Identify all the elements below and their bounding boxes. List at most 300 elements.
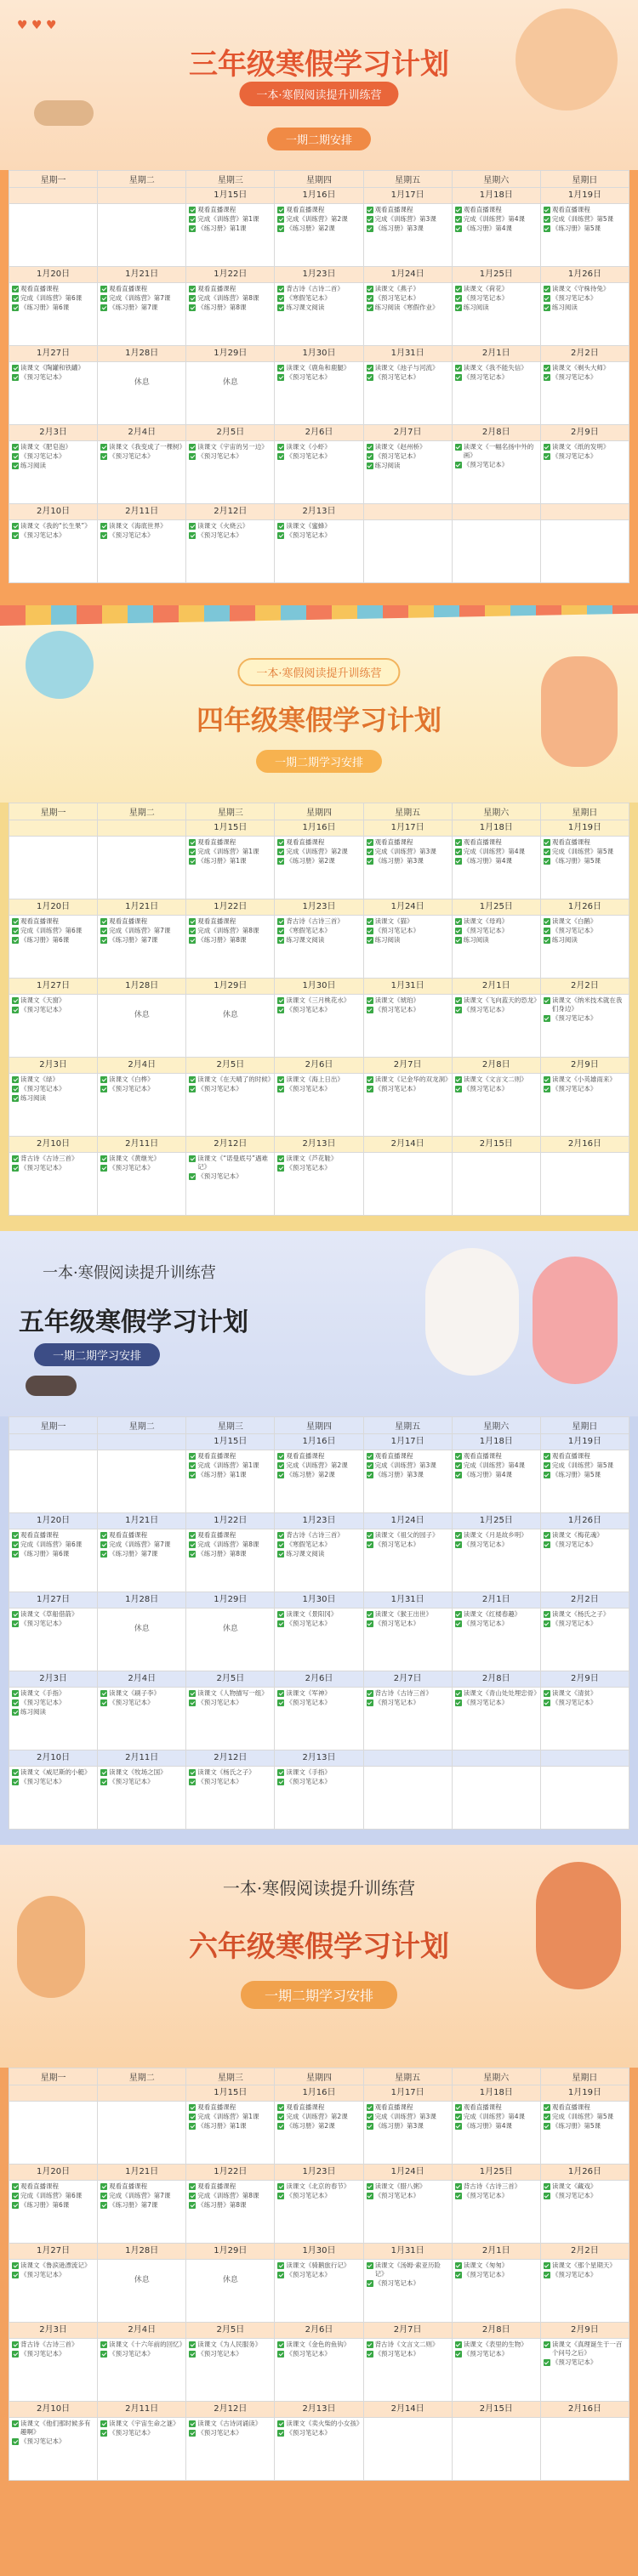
checkbox-icon	[277, 1453, 284, 1460]
task-text: 背古诗《古诗三首》	[20, 2341, 78, 2348]
balloons-illustration	[26, 631, 94, 699]
weekday-header: 星期二	[98, 803, 186, 820]
checkbox-icon	[277, 1165, 284, 1172]
checkbox-icon	[367, 1086, 373, 1092]
task-text: 读课文《火烧云》	[197, 522, 249, 530]
day-cell	[9, 1609, 98, 1671]
task-item	[455, 443, 538, 460]
task-item	[544, 1075, 626, 1084]
task-text: 读课文《十六年前的回忆》	[109, 2341, 186, 2348]
checkbox-icon	[12, 1709, 19, 1716]
task-text: 观看直播课程	[286, 2103, 325, 2111]
task-text: 《练习册》第8课	[197, 2201, 247, 2209]
day-cell	[452, 362, 540, 425]
day-cell	[186, 2102, 275, 2165]
date-label: 1月19日	[567, 823, 601, 832]
date-label: 2月1日	[481, 1595, 510, 1604]
day-cell	[275, 837, 363, 899]
cat-illustration	[34, 100, 94, 126]
task-text: 《练习册》第7课	[109, 2201, 158, 2209]
date-label: 2月13日	[302, 1753, 336, 1762]
task-text: 观看直播课程	[551, 838, 590, 846]
task-text: 读课文《池子与河流》	[374, 364, 439, 372]
task-text: 完成《训练营》第1课	[197, 1461, 259, 1469]
task-item	[12, 2341, 94, 2349]
task-text: 背古诗《古诗三首》	[20, 1155, 78, 1162]
date-label: 2月14日	[390, 2404, 424, 2414]
checkbox-icon	[277, 1699, 284, 1706]
checkbox-icon	[277, 2341, 284, 2348]
task-text: 练习阅读	[20, 1708, 46, 1716]
checkbox-icon	[189, 848, 196, 855]
checkbox-icon	[455, 1541, 462, 1548]
checkbox-icon	[455, 1690, 462, 1697]
task-item	[277, 2341, 360, 2349]
date-label: 1月27日	[37, 981, 71, 990]
task-item	[277, 927, 360, 935]
task-item	[544, 1699, 626, 1707]
task-item	[100, 917, 183, 926]
checkbox-icon	[100, 2430, 107, 2437]
task-item	[455, 857, 538, 865]
task-item	[12, 1550, 94, 1558]
grade5-title: 五年级寒假学习计划	[19, 1308, 248, 1337]
task-item	[544, 1471, 626, 1479]
task-text: 练习阅读	[463, 936, 489, 944]
task-item	[544, 1620, 626, 1628]
checkbox-icon	[100, 1165, 107, 1172]
task-text: 《寒假笔记本》	[286, 927, 331, 934]
grade3-subtitle: 一本·寒假阅读提升训练营	[239, 82, 398, 106]
day-cell	[452, 2102, 540, 2165]
task-item	[12, 2420, 94, 2437]
date-label	[453, 1750, 540, 1766]
grade6-header	[0, 1845, 638, 2068]
task-item	[455, 1461, 538, 1470]
checkbox-icon	[100, 453, 107, 460]
checkbox-icon	[367, 225, 373, 232]
day-cell	[452, 1529, 540, 1592]
day-cell	[363, 2102, 452, 2165]
date-label: 1月18日	[479, 823, 513, 832]
checkbox-icon	[12, 1699, 19, 1706]
day-cell	[98, 1688, 186, 1750]
task-text: 《练习册》第5课	[551, 1471, 601, 1478]
task-text: 完成《训练营》第5课	[551, 1461, 614, 1469]
day-cell	[98, 916, 186, 979]
checkbox-icon	[455, 1532, 462, 1539]
weekday-header: 星期四	[275, 171, 363, 188]
checkbox-icon	[12, 1532, 19, 1539]
day-cell	[540, 1767, 629, 1830]
checkbox-icon	[544, 928, 550, 934]
task-item	[367, 1699, 449, 1707]
task-item	[367, 1620, 449, 1628]
task-item	[455, 1085, 538, 1093]
date-label: 1月18日	[479, 2088, 513, 2097]
date-label: 2月2日	[571, 1595, 599, 1604]
checkbox-icon	[277, 216, 284, 223]
day-cell	[275, 1450, 363, 1513]
checkbox-icon	[100, 1551, 107, 1558]
checkbox-icon	[12, 2420, 19, 2427]
date-label: 1月16日	[302, 1437, 336, 1446]
day-cell	[9, 520, 98, 583]
checkbox-icon	[189, 2193, 196, 2199]
task-text: 完成《训练营》第4课	[463, 848, 525, 855]
task-text: 读课文《海底世界》	[109, 522, 167, 530]
checkbox-icon	[277, 286, 284, 292]
grade6-subtitle: 一本·寒假阅读提升训练营	[222, 1878, 416, 1898]
checkbox-icon	[189, 1769, 196, 1776]
task-item	[455, 1531, 538, 1540]
task-text: 《预习笔记本》	[551, 927, 597, 934]
day-cell	[275, 283, 363, 346]
checkbox-icon	[455, 2123, 462, 2130]
rest-day-label: 休息	[134, 378, 150, 387]
task-text: 《练习册》第3课	[374, 857, 424, 865]
task-item	[367, 857, 449, 865]
day-cell	[363, 1767, 452, 1830]
task-text: 《预习笔记本》	[463, 2192, 509, 2199]
task-item	[367, 936, 449, 945]
task-text: 观看直播课程	[109, 917, 148, 925]
task-item	[277, 996, 360, 1005]
grade3-calendar	[9, 170, 629, 583]
task-item	[367, 304, 449, 312]
checkbox-icon	[277, 2351, 284, 2358]
task-text: 读课文《清贫》	[551, 1689, 597, 1697]
task-item	[544, 443, 626, 451]
task-item	[544, 838, 626, 847]
checkbox-icon	[189, 2123, 196, 2130]
checkbox-icon	[455, 225, 462, 232]
task-item	[189, 1452, 271, 1461]
task-item	[544, 452, 626, 461]
task-item	[455, 1610, 538, 1619]
task-item	[12, 1531, 94, 1540]
day-cell	[363, 1529, 452, 1592]
date-label: 1月17日	[390, 1437, 424, 1446]
date-label: 1月22日	[214, 902, 248, 911]
day-cell	[98, 995, 186, 1058]
date-label: 2月7日	[393, 1060, 422, 1070]
task-text: 完成《训练营》第4课	[463, 1461, 525, 1469]
day-cell	[540, 2418, 629, 2481]
date-label: 1月26日	[567, 2167, 601, 2176]
task-text: 练习课文阅读	[286, 936, 325, 944]
task-text: 《预习笔记本》	[20, 1778, 66, 1785]
task-item	[544, 304, 626, 312]
checkbox-icon	[367, 1076, 373, 1083]
date-label: 1月18日	[479, 1437, 513, 1446]
task-item	[189, 285, 271, 293]
task-item	[455, 373, 538, 382]
task-text: 读课文《骑鹅旅行记》	[286, 2261, 350, 2269]
checkbox-icon	[367, 2351, 373, 2358]
task-item	[189, 1155, 271, 1172]
task-item	[544, 2341, 626, 2358]
weekday-header: 星期五	[363, 1417, 452, 1434]
task-item	[189, 452, 271, 461]
task-text: 《预习笔记本》	[109, 531, 154, 539]
checkbox-icon	[100, 918, 107, 925]
day-cell	[363, 2181, 452, 2244]
task-item	[277, 215, 360, 224]
task-item	[12, 1689, 94, 1698]
task-text: 《预习笔记本》	[374, 1085, 420, 1092]
day-cell	[9, 1529, 98, 1592]
task-item	[277, 452, 360, 461]
date-label: 1月30日	[302, 349, 336, 358]
day-cell	[98, 837, 186, 899]
checkbox-icon	[12, 1620, 19, 1627]
checkbox-icon	[544, 225, 550, 232]
day-cell	[540, 916, 629, 979]
task-item	[455, 1006, 538, 1014]
task-text: 《预习笔记本》	[109, 2429, 154, 2437]
day-cell	[98, 1153, 186, 1216]
weekday-header: 星期二	[98, 1417, 186, 1434]
weekday-header: 星期六	[452, 2068, 540, 2085]
task-item	[544, 2122, 626, 2131]
task-item	[189, 224, 271, 233]
day-cell	[275, 2339, 363, 2402]
grade4-period: 一期二期学习安排	[256, 750, 382, 773]
checkbox-icon	[277, 207, 284, 213]
task-text: 《预习笔记本》	[20, 1085, 66, 1092]
day-cell	[186, 1609, 275, 1671]
task-item	[367, 206, 449, 214]
date-label: 1月20日	[37, 902, 71, 911]
task-item	[189, 848, 271, 856]
checkbox-icon	[544, 1541, 550, 1548]
date-label	[98, 820, 185, 836]
grade6-plan	[0, 1845, 638, 2576]
task-item	[12, 1610, 94, 1619]
day-cell	[540, 1688, 629, 1750]
task-text: 完成《训练营》第2课	[286, 215, 348, 223]
task-text: 完成《训练营》第7课	[109, 294, 171, 302]
task-item	[12, 285, 94, 293]
task-text: 读课文《母鸡》	[463, 917, 509, 925]
date-label	[9, 188, 97, 203]
task-text: 读课文《他们那时候多有趣啊》	[20, 2420, 91, 2436]
day-cell	[452, 1609, 540, 1671]
date-label	[98, 188, 185, 203]
task-item	[455, 848, 538, 856]
task-item	[455, 304, 538, 312]
task-text: 《练习册》第7课	[109, 304, 158, 311]
day-cell	[98, 2260, 186, 2323]
task-item	[100, 285, 183, 293]
task-item	[367, 373, 449, 382]
task-item	[277, 1006, 360, 1014]
checkbox-icon	[12, 1611, 19, 1618]
task-item	[455, 1699, 538, 1707]
date-label	[98, 2085, 185, 2101]
rest-day-label: 休息	[222, 1625, 238, 1633]
weekday-header: 星期一	[9, 171, 98, 188]
task-text: 《预习笔记本》	[197, 2429, 242, 2437]
checkbox-icon	[544, 2341, 550, 2348]
checkbox-icon	[12, 1165, 19, 1172]
task-item	[277, 1550, 360, 1558]
date-label: 1月31日	[390, 2246, 424, 2255]
date-label: 1月27日	[37, 1595, 71, 1604]
task-text: 背古诗《古诗三首》	[374, 1689, 433, 1697]
checkbox-icon	[12, 2202, 19, 2209]
checkbox-icon	[12, 1086, 19, 1092]
task-text: 读课文《威尼斯的小艇》	[20, 1768, 91, 1776]
day-cell	[186, 2260, 275, 2323]
date-label: 1月28日	[125, 1595, 159, 1604]
task-item	[455, 927, 538, 935]
task-item	[367, 1075, 452, 1084]
task-item	[277, 294, 360, 303]
checkbox-icon	[100, 1541, 107, 1548]
task-item	[100, 1768, 183, 1777]
task-text: 读课文《鹿角和鹿腿》	[286, 364, 350, 372]
checkbox-icon	[12, 1779, 19, 1785]
task-item	[544, 373, 626, 382]
task-text: 《预习笔记本》	[197, 1172, 242, 1180]
task-text: 练习课文阅读	[286, 304, 325, 311]
task-text: 《练习册》第5课	[551, 2122, 601, 2130]
checkbox-icon	[367, 928, 373, 934]
task-item	[277, 224, 360, 233]
task-text: 读课文《匆匆》	[463, 2261, 509, 2269]
task-text: 完成《训练营》第3课	[374, 1461, 436, 1469]
date-label: 2月7日	[393, 428, 422, 437]
day-cell	[275, 995, 363, 1058]
task-item	[367, 2182, 449, 2191]
task-text: 《练习册》第8课	[197, 304, 247, 311]
task-text: 观看直播课程	[109, 1531, 148, 1539]
task-item	[100, 304, 183, 312]
day-cell	[363, 916, 452, 979]
task-item	[100, 1778, 183, 1786]
checkbox-icon	[277, 2183, 284, 2190]
checkbox-icon	[367, 858, 373, 865]
task-item	[277, 1699, 360, 1707]
checkbox-icon	[100, 1532, 107, 1539]
task-item	[12, 443, 94, 451]
task-item	[544, 1610, 626, 1619]
task-text: 《练习册》第7课	[109, 936, 158, 944]
day-cell	[540, 441, 629, 504]
task-item	[455, 996, 538, 1005]
checkbox-icon	[544, 839, 550, 846]
checkbox-icon	[455, 2183, 462, 2190]
checkbox-icon	[455, 1007, 462, 1013]
day-cell	[275, 520, 363, 583]
task-item	[367, 1610, 449, 1619]
task-item	[12, 522, 94, 531]
checkbox-icon	[100, 2351, 107, 2358]
day-cell	[363, 362, 452, 425]
checkbox-icon	[100, 523, 107, 530]
task-item	[277, 838, 360, 847]
day-cell	[98, 2418, 186, 2481]
task-item	[12, 1006, 94, 1014]
task-item	[277, 2182, 360, 2191]
grade5-period: 一期二期学习安排	[34, 1343, 160, 1366]
day-cell	[275, 1767, 363, 1830]
checkbox-icon	[544, 937, 550, 944]
checkbox-icon	[544, 2183, 550, 2190]
task-item	[189, 2182, 271, 2191]
task-text: 读课文《祖父的园子》	[374, 1531, 439, 1539]
checkbox-icon	[367, 2183, 373, 2190]
task-text: 《预习笔记本》	[109, 1085, 154, 1092]
checkbox-icon	[277, 1076, 284, 1083]
day-cell	[452, 2418, 540, 2481]
day-cell	[98, 2181, 186, 2244]
checkbox-icon	[367, 1541, 373, 1548]
date-label: 1月26日	[567, 902, 601, 911]
task-item	[189, 1085, 271, 1093]
task-item	[277, 364, 360, 372]
task-text: 练习课文阅读	[286, 1550, 325, 1558]
date-label: 2月6日	[305, 428, 333, 437]
checkbox-icon	[367, 1007, 373, 1013]
task-text: 读课文《古诗词诵读》	[197, 2420, 262, 2427]
date-label: 2月8日	[481, 1060, 510, 1070]
task-text: 读课文《纸的发明》	[551, 443, 610, 451]
task-item	[12, 936, 94, 945]
task-item	[189, 1172, 271, 1181]
task-text: 观看直播课程	[286, 838, 325, 846]
task-text: 观看直播课程	[20, 917, 59, 925]
task-text: 练习阅读	[551, 304, 578, 311]
task-text: 读课文《我不能失信》	[463, 364, 527, 372]
weekday-header: 星期三	[186, 803, 275, 820]
day-cell	[452, 2339, 540, 2402]
task-text: 读课文《燕子》	[374, 285, 420, 292]
task-text: 读课文《琥珀》	[374, 996, 420, 1004]
task-item	[277, 2103, 360, 2112]
rest-day-label: 休息	[134, 1625, 150, 1633]
checkbox-icon	[189, 295, 196, 302]
date-label: 1月20日	[37, 1516, 71, 1525]
date-label: 2月8日	[481, 1674, 510, 1683]
task-text: 完成《训练营》第4课	[463, 215, 525, 223]
date-label: 1月21日	[125, 1516, 159, 1525]
task-text: 《预习笔记本》	[463, 2350, 509, 2358]
day-cell	[452, 1074, 540, 1137]
checkbox-icon	[455, 216, 462, 223]
weekday-header: 星期二	[98, 171, 186, 188]
checkbox-icon	[277, 1611, 284, 1618]
weekday-header: 星期二	[98, 2068, 186, 2085]
checkbox-icon	[277, 2114, 284, 2120]
checkbox-icon	[367, 462, 373, 469]
date-label: 1月21日	[125, 2167, 159, 2176]
task-item	[100, 2192, 183, 2200]
day-cell	[9, 837, 98, 899]
task-item	[12, 2271, 94, 2279]
task-text: 《预习笔记本》	[109, 1164, 154, 1172]
date-label: 2月6日	[305, 1674, 333, 1683]
task-item	[100, 452, 183, 461]
task-text: 完成《训练营》第8课	[197, 294, 259, 302]
day-cell	[186, 1074, 275, 1137]
date-label: 2月12日	[214, 1139, 248, 1149]
date-label: 1月31日	[390, 1595, 424, 1604]
task-item	[12, 452, 94, 461]
task-item	[367, 927, 449, 935]
